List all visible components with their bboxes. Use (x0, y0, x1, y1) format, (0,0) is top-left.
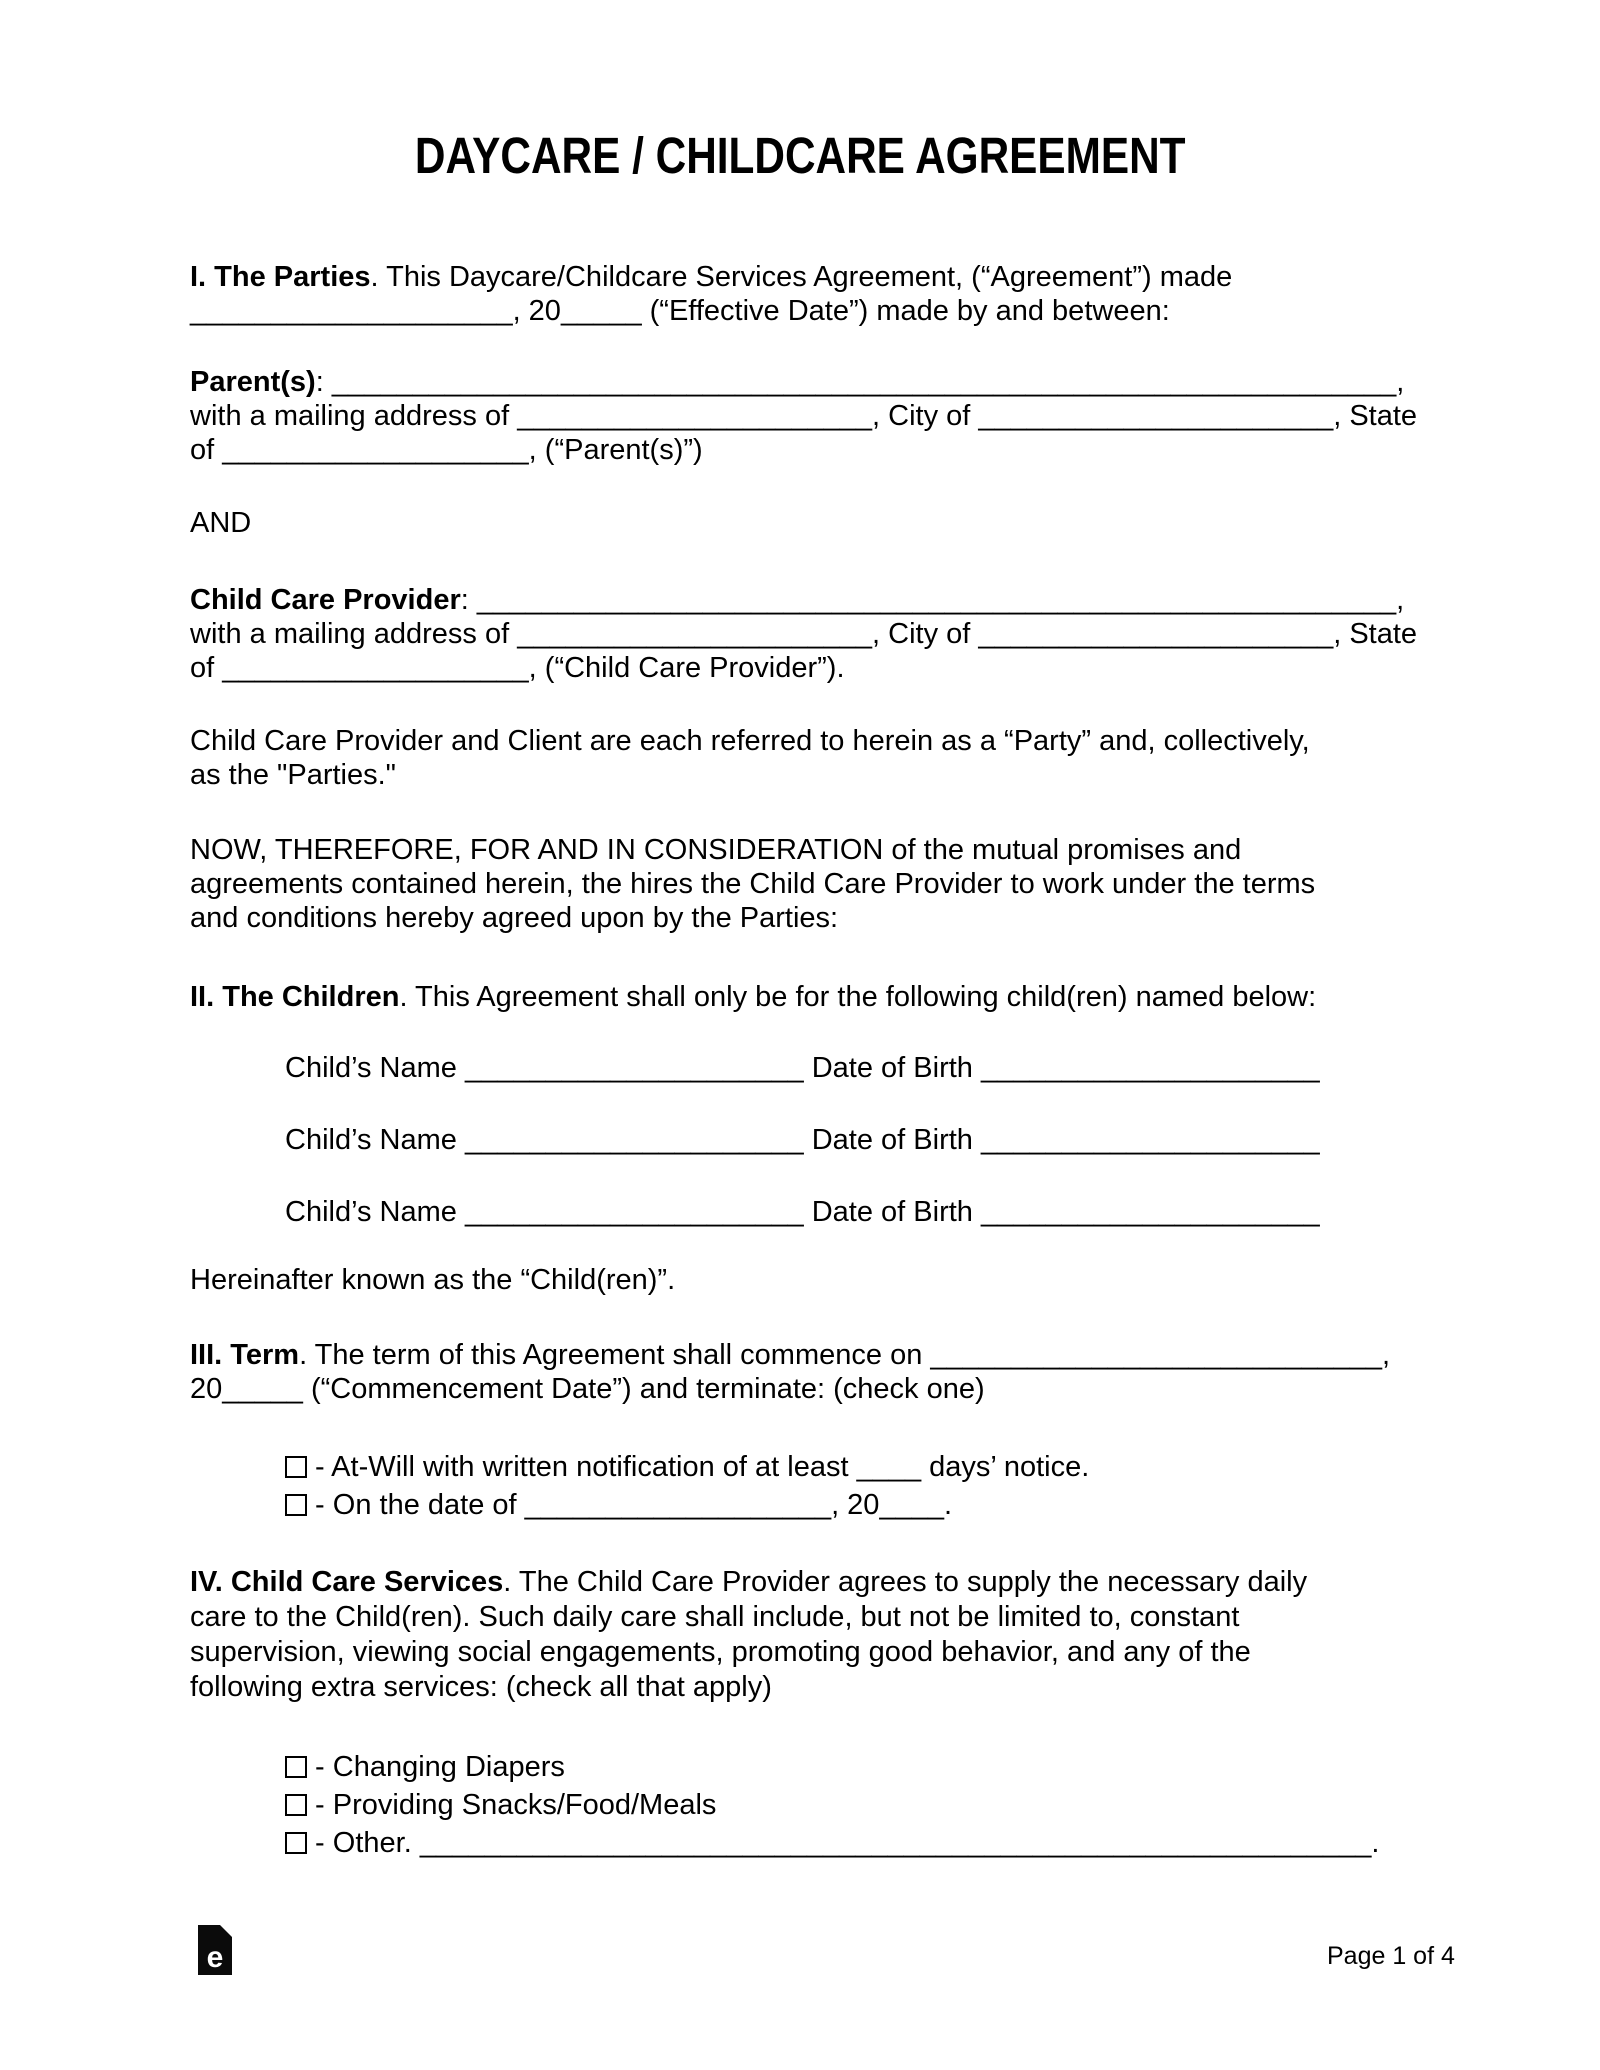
page-title (0, 128, 1600, 192)
commencement-date-line: 20_____ (“Commencement Date”) and terminate: (check one) (190, 1373, 985, 1405)
provider-label: Child Care Provider (190, 584, 461, 616)
section-children (190, 980, 1450, 1014)
section-parties (190, 260, 1450, 328)
text-run: . This Agreement shall only be for the following child(ren) named below: (399, 981, 1317, 1013)
eforms-logo (198, 1925, 232, 1975)
and-separator (190, 506, 1450, 540)
page-number: Page 1 of 4 (1327, 1942, 1455, 1970)
parent-state-line: of ___________________, (“Parent(s)”) (190, 434, 703, 466)
text-run: . The term of this Agreement shall commence on ____________________________, (299, 1339, 1391, 1371)
page-title-text: DAYCARE / CHILDCARE AGREEMENT (414, 127, 1186, 184)
service-option-other (190, 1826, 1545, 1860)
checkbox-icon[interactable] (285, 1494, 307, 1516)
text-line: Hereinafter known as the “Child(ren)”. (190, 1264, 676, 1296)
child-row-1 (190, 1051, 1545, 1085)
child-name-dob-line: Child’s Name _____________________ Date of Birth _____________________ (285, 1196, 1320, 1228)
checkbox-label: - Providing Snacks/Food/Meals (307, 1789, 717, 1821)
text-line: NOW, THEREFORE, FOR AND IN CONSIDERATION of the mutual promises and (190, 834, 1242, 866)
child-row-3 (190, 1195, 1545, 1229)
checkbox-row (285, 1488, 1545, 1522)
text-line (190, 365, 1450, 399)
eforms-logo-letter: e (206, 1941, 224, 1974)
section-heading-parties: I. The Parties (190, 261, 371, 293)
text-line: and conditions hereby agreed upon by the Parties: (190, 902, 839, 934)
text-line (190, 1565, 1450, 1600)
checkbox-icon[interactable] (285, 1456, 307, 1478)
parent-label: Parent(s) (190, 366, 316, 398)
text-line (190, 583, 1450, 617)
provider-address-line: with a mailing address of ______________________, City of ______________________, State (190, 618, 1418, 650)
term-option-end-date (190, 1488, 1545, 1522)
checkbox-icon[interactable] (285, 1756, 307, 1778)
text-line: Child Care Provider and Client are each referred to herein as a “Party” and, collectively, (190, 725, 1310, 757)
service-option-snacks (190, 1788, 1545, 1822)
text-line (190, 1338, 1450, 1372)
consideration-paragraph (190, 833, 1450, 935)
checkbox-label: - On the date of ___________________, 20____. (307, 1489, 953, 1521)
section-heading-services: IV. Child Care Services (190, 1566, 504, 1598)
text-run: . The Child Care Provider agrees to supply the necessary daily (503, 1566, 1308, 1598)
checkbox-row (285, 1788, 1545, 1822)
child-name-dob-line: Child’s Name _____________________ Date of Birth _____________________ (285, 1124, 1320, 1156)
text-line: as the "Parties." (190, 759, 396, 791)
checkbox-label: - Changing Diapers (307, 1751, 565, 1783)
hereinafter-line (190, 1263, 1450, 1297)
child-row-2 (190, 1123, 1545, 1157)
collective-paragraph (190, 724, 1450, 792)
checkbox-row (285, 1750, 1545, 1784)
parent-address-line: with a mailing address of ______________________, City of ______________________, State (190, 400, 1418, 432)
document-fold-icon (220, 1925, 232, 1937)
text-line: care to the Child(ren). Such daily care shall include, but not be limited to, constant (190, 1601, 1240, 1633)
term-option-at-will (190, 1450, 1545, 1484)
checkbox-label: - At-Will with written notification of at least ____ days’ notice. (307, 1451, 1090, 1483)
text-line: agreements contained herein, the hires the Child Care Provider to work under the terms (190, 868, 1316, 900)
parent-block (190, 365, 1450, 467)
section-heading-children: II. The Children (190, 981, 400, 1013)
section-term (190, 1338, 1450, 1406)
and-label: AND (190, 507, 252, 539)
provider-name-blank: : _________________________________________________________, (460, 584, 1405, 616)
section-services (190, 1565, 1450, 1705)
provider-block (190, 583, 1450, 685)
child-name-dob-line: Child’s Name _____________________ Date of Birth _____________________ (285, 1052, 1320, 1084)
service-option-diapers (190, 1750, 1545, 1784)
checkbox-icon[interactable] (285, 1794, 307, 1816)
checkbox-label: - Other. ___________________________________________________________. (307, 1827, 1380, 1859)
parent-name-blank: : __________________________________________________________________, (315, 366, 1405, 398)
text-line: supervision, viewing social engagements, promoting good behavior, and any of the (190, 1636, 1251, 1668)
checkbox-row (285, 1450, 1545, 1484)
text-run: . This Daycare/Childcare Services Agreement, (“Agreement”) made (370, 261, 1233, 293)
text-line (190, 260, 1450, 294)
provider-state-line: of ___________________, (“Child Care Provider”). (190, 652, 845, 684)
text-line-effective-date-blank: ____________________, 20_____ (“Effective Date”) made by and between: (190, 295, 1170, 327)
text-line (190, 980, 1450, 1014)
checkbox-icon[interactable] (285, 1832, 307, 1854)
checkbox-row (285, 1826, 1545, 1860)
section-heading-term: III. Term (190, 1339, 300, 1371)
text-line: following extra services: (check all that apply) (190, 1671, 772, 1703)
